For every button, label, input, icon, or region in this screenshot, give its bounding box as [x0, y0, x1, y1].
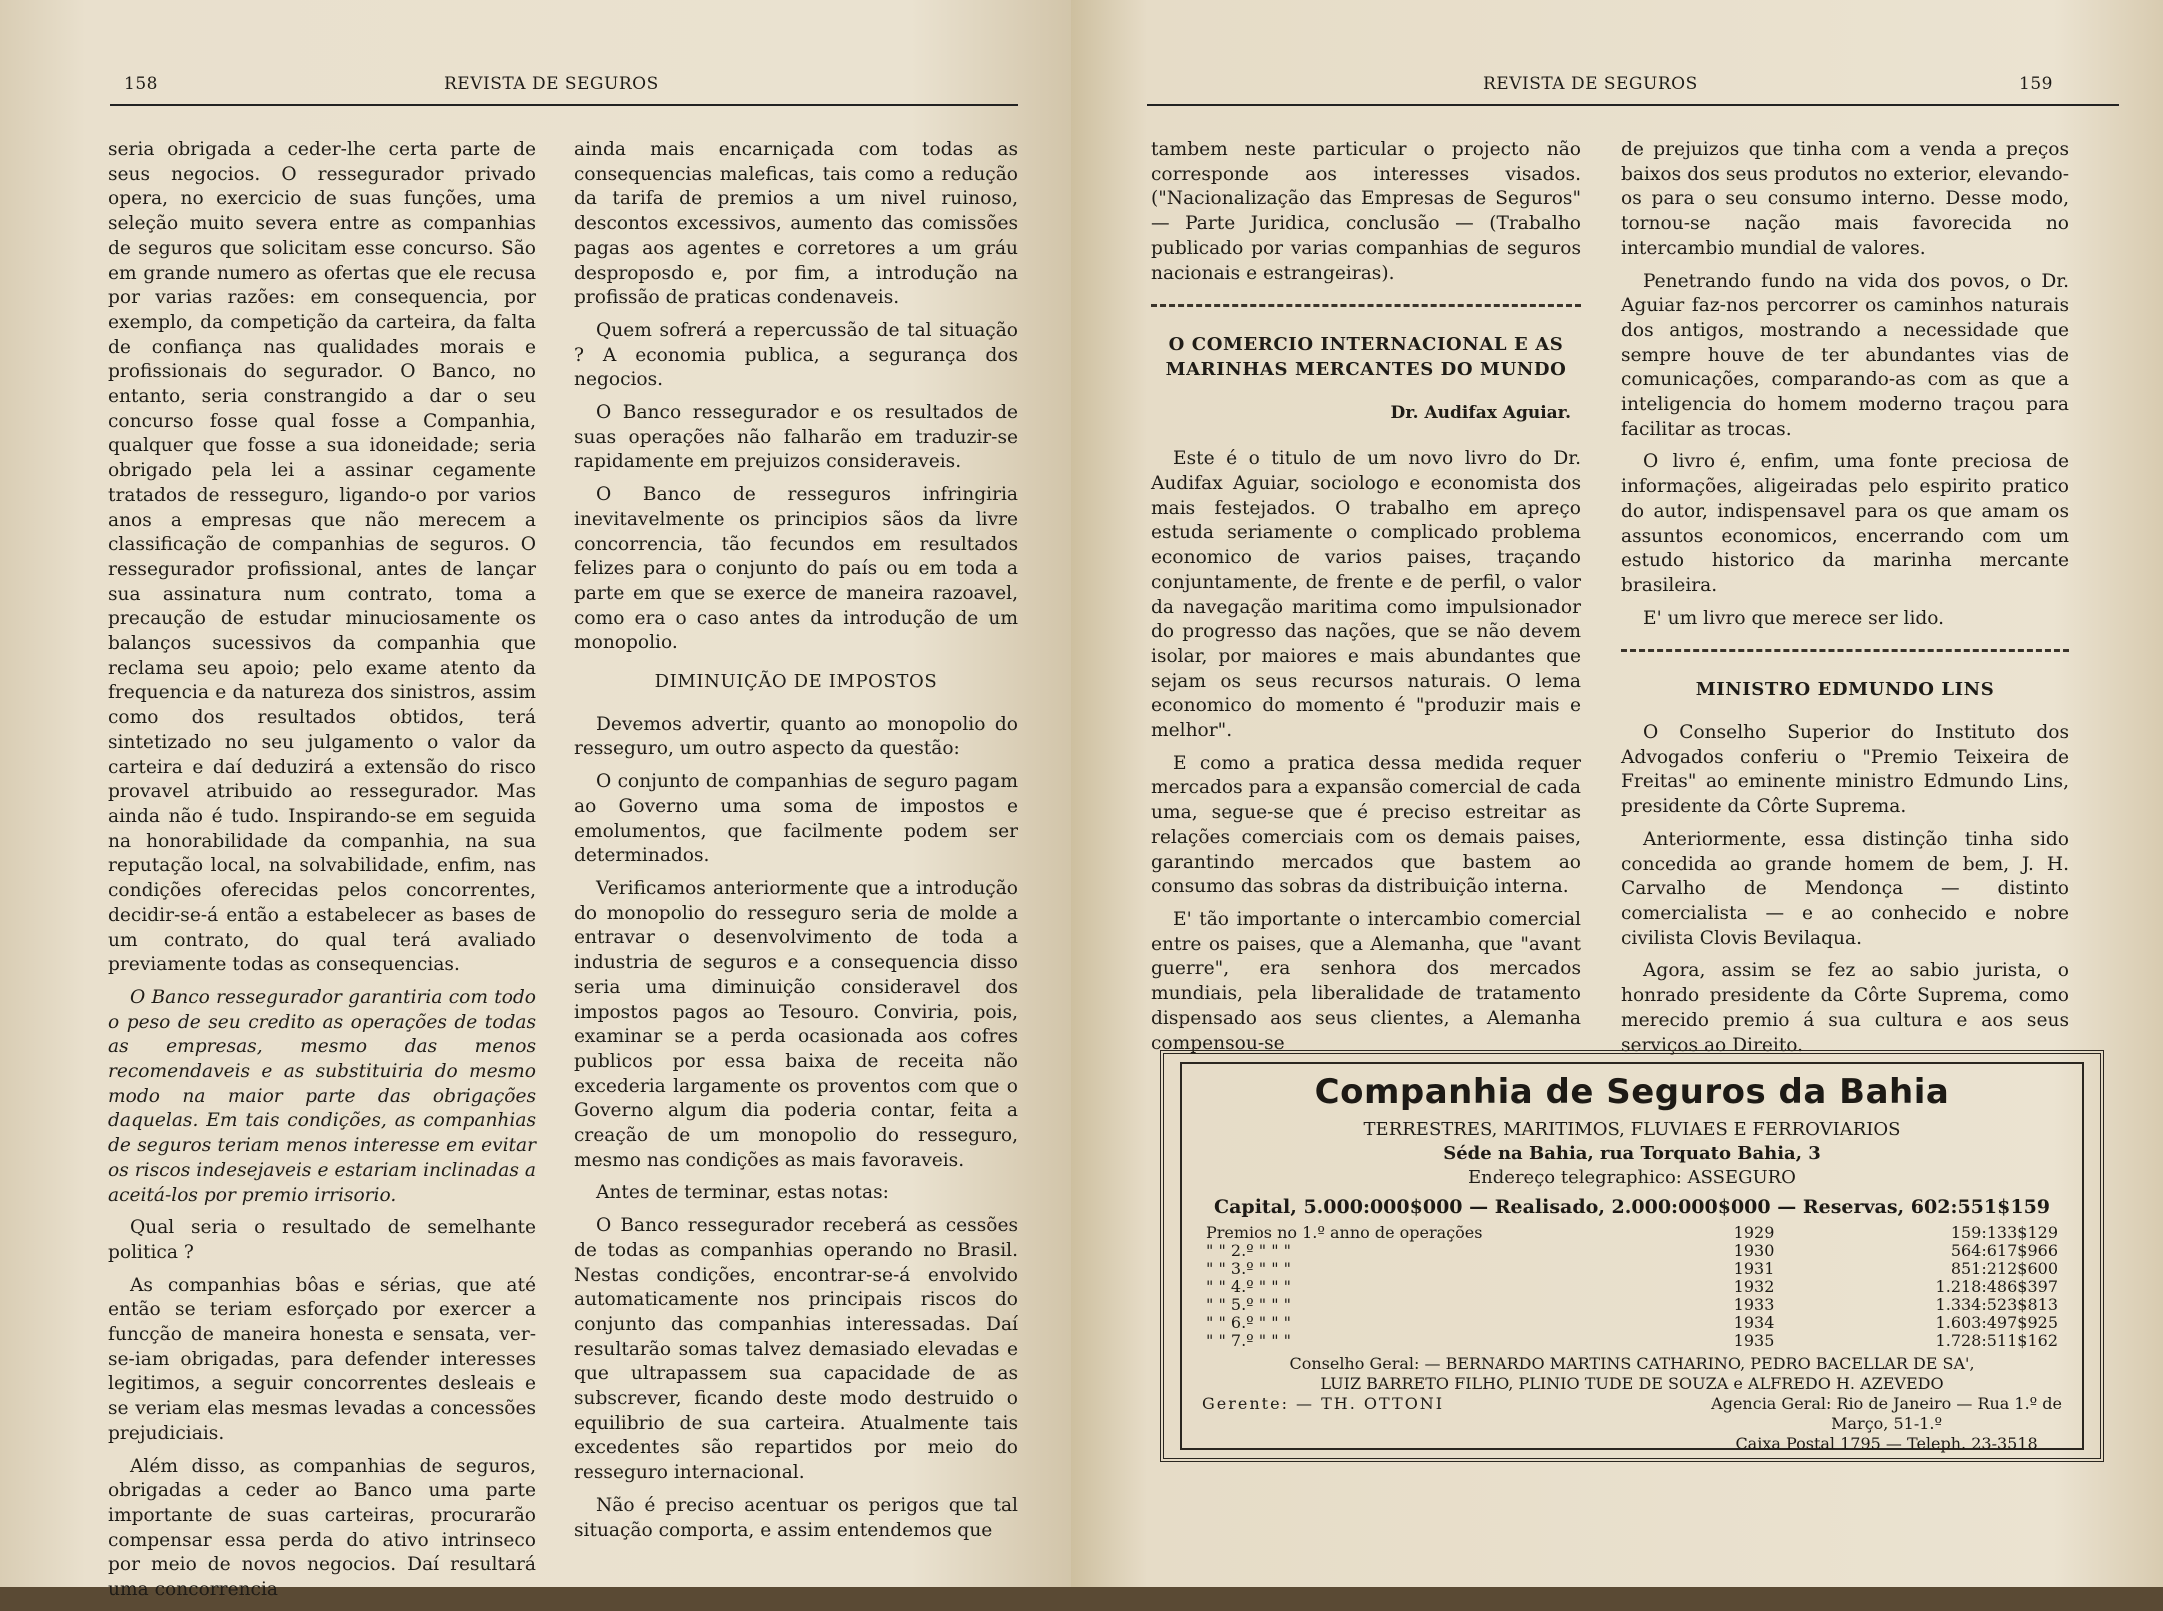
ad-footer — [1202, 1394, 2062, 1454]
header-rule — [110, 104, 1018, 106]
header-rule — [1147, 104, 2119, 106]
ad-po-box: Caixa Postal 1795 — Teleph. 23-3518 — [1735, 1434, 2038, 1453]
ad-company-name: Companhia de Seguros da Bahia — [1314, 1072, 1950, 1112]
premium-year: 1931 — [1733, 1259, 1775, 1278]
premium-value: 564:617$966 — [1950, 1241, 2058, 1260]
paragraph: O conjunto de companhias de seguro pagam ao Governo uma soma de impostos e emolumentos, que facilmente podem ser determinados. — [574, 771, 1018, 867]
section-heading: DIMINUIÇÃO DE IMPOSTOS — [654, 671, 938, 693]
paragraph: Verificamos anteriormente que a introdução do monopolio do resseguro seria de molde a entravar o desenvolvimento de toda a industria de seguros e a consequencia disso seria uma diminuição consideravel dos impostos pagos ao Tesouro. Conviria, pois, examinar se a perda ocasionada aos cofres publicos por essa baixa de receita não excederia largamente os proventos com que o Governo algum dia poderia contar, feita a creação de um monopolio do resseguro, mesmo nas condições as mais favoraveis. — [574, 877, 1018, 1171]
ad-board-line-2: LUIZ BARRETO FILHO, PLINIO TUDE DE SOUZA e ALFREDO H. AZEVEDO — [1320, 1374, 1944, 1393]
paragraph: de prejuizos que tinha com a venda a preços baixos dos seus produtos no exterior, elevando-os para o seu consumo interno. Desse modo, tornou-se nação mais favorecida no intercambio mundial de valores. — [1621, 139, 2069, 259]
premium-value: 851:212$600 — [1950, 1259, 2058, 1278]
paragraph: Devemos advertir, quanto ao monopolio do resseguro, um outro aspecto da questão: — [574, 713, 1018, 760]
separator — [1151, 304, 1581, 307]
paragraph: Este é o titulo de um novo livro do Dr. Audifax Aguiar, sociologo e economista dos mais festejados. O trabalho em apreço estuda seriamente o complicado problema economico de varios paises, traçando conjuntamente, de frente e de perfil, o valor da navegação maritima como impulsionador do progresso das nações, que se não devem isolar, por maiores e mais abundantes que sejam os seus recursos naturais. O lema economico do momento é "produzir mais e melhor". — [1151, 448, 1581, 742]
left-column-1 — [108, 138, 536, 1611]
table-row — [1202, 1332, 2062, 1350]
ad-agency — [1711, 1394, 2062, 1454]
paragraph: Além disso, as companhias de seguros, obrigadas a ceder ao Banco uma parte importante de suas carteiras, procurarão compensar essa perda do ativo intrinseco por meio de novos negocios. Daí resultará uma concorrencia — [108, 1455, 536, 1601]
premium-year: 1935 — [1733, 1331, 1775, 1350]
paragraph: ainda mais encarniçada com todas as consequencias maleficas, tais como a redução da tarifa de premios a um nivel ruinoso, descontos excessivos, aumento das comissões pagas aos agentes e corretores a um gráu desproposdo e, por fim, a introdução na profissão de praticas condenaveis. — [574, 139, 1018, 309]
premium-value: 159:133$129 — [1950, 1223, 2058, 1242]
premium-label: Premios no 1.º anno de operações — [1206, 1223, 1483, 1242]
ad-lines-of-business: TERRESTRES, MARITIMOS, FLUVIAES E FERROVIARIOS — [1363, 1119, 1901, 1140]
ad-inner-frame — [1180, 1062, 2084, 1453]
premium-value: 1.728:511$162 — [1935, 1331, 2058, 1350]
paragraph: E como a pratica dessa medida requer mercados para a expansão comercial de cada uma, segue-se que é preciso estreitar as relações comerciais com os demais paises, garantindo mercados que bastem ao consumo das sobras da distribuição interna. — [1151, 752, 1581, 898]
table-row — [1202, 1296, 2062, 1314]
right-column-1 — [1151, 138, 1581, 1064]
ad-agency-line-2: Março, 51-1.º — [1831, 1414, 1943, 1433]
premium-year: 1929 — [1733, 1223, 1775, 1242]
running-head: REVISTA DE SEGUROS — [1483, 74, 1698, 94]
paragraph: Qual seria o resultado de semelhante politica ? — [108, 1217, 536, 1263]
premium-label: " " 2.º " " " — [1206, 1241, 1292, 1260]
paragraph: seria obrigada a ceder-lhe certa parte de seus negocios. O ressegurador privado opera, no exercicio de suas funções, uma seleção muito severa entre as companhias de seguros que solicitam esse concurso. São em grande numero as ofertas que ele recusa por varias razões: em consequencia, por exemplo, da competição da carteira, da falta de confiança nas qualidades morais e profissionais do segurador. O Banco, no entanto, seria constrangido a dar o seu concurso fosse qual fosse a Companhia, qualquer que fosse a sua idoneidade; seria obrigado pela lei a assinar cegamente tratados de resseguro, ligando-o por varios anos a empresas que não merecem a classificação de companhias de seguros. O ressegurador profissional, antes de lançar sua assinatura num contrato, toma a precaução de estudar minuciosamente os balanços sucessivos da companhia que reclama seu apoio; pelo exame atento da frequencia e da natureza dos sinistros, assim como dos resultados obtidos, terá sintetizado no seu julgamento o valor da carteira e daí deduzirá a extensão do risco provavel atribuido ao ressegurador. Mas ainda não é tudo. Inspirando-se em seguida na honorabilidade da companhia, na sua reputação local, na solvabilidade, enfim, nas condições oferecidas pelos concorrentes, decidir-se-á então a estabelecer as bases de um contrato, do qual terá avaliado previamente todas as consequencias. — [108, 139, 536, 976]
running-head: REVISTA DE SEGUROS — [444, 74, 659, 94]
ad-telegraphic-address: Endereço telegraphico: ASSEGURO — [1468, 1167, 1796, 1188]
page-number: 158 — [124, 74, 158, 94]
page-number: 159 — [2019, 74, 2053, 94]
paragraph: O Banco ressegurador e os resultados de suas operações não falharão em traduzir-se rapidamente em prejuizos consideraveis. — [574, 402, 1018, 473]
article-title: MINISTRO EDMUNDO LINS — [1695, 679, 1995, 701]
premium-label: " " 3.º " " " — [1206, 1259, 1292, 1278]
paragraph: tambem neste particular o projecto não corresponde aos interesses visados. ("Nacionalização das Empresas de Seguros" — Parte Juridica, conclusão — (Trabalho publicado por varias companhias de seguros nacionais e estrangeiras). — [1151, 139, 1581, 284]
premium-year: 1934 — [1733, 1313, 1775, 1332]
paragraph: O Banco ressegurador garantiria com todo o peso de seu credito as operações de todas as empresas, mesmo das menos recomendaveis e as substituiria do mesmo modo na maior parte das obrigações daquelas. Em tais condições, as companhias de seguros teriam menos interesse em evitar os riscos indesejaveis e estariam inclinadas a aceitá-los por premio irrisorio. — [108, 986, 536, 1206]
table-row — [1202, 1260, 2062, 1278]
paragraph: Antes de terminar, estas notas: — [596, 1182, 889, 1204]
premium-label: " " 5.º " " " — [1206, 1295, 1292, 1314]
table-row — [1202, 1242, 2062, 1260]
paragraph: Quem sofrerá a repercussão de tal situação ? A economia publica, a segurança dos negocios. — [574, 319, 1018, 391]
premium-year: 1933 — [1733, 1295, 1775, 1314]
paragraph: O Banco ressegurador receberá as cessões de todas as companhias operando no Brasil. Nestas condições, encontrar-se-á envolvido automaticamente nos principais riscos do conjunto das companhias interessadas. Daí resultarão somas talvez demasiado elevadas e que ultrapassem sua capacidade de as subscrever, ficando deste modo destruido o equilibrio de sua carteira. Atualmente tais excedentes são repartidos por meio do resseguro internacional. — [574, 1215, 1018, 1484]
premium-value: 1.334:523$813 — [1935, 1295, 2058, 1314]
ad-board-line-1: Conselho Geral: — BERNARDO MARTINS CATHARINO, PEDRO BACELLAR DE SA', — [1289, 1354, 1975, 1373]
table-row — [1202, 1314, 2062, 1332]
right-column-2 — [1621, 138, 2069, 1066]
paragraph: Agora, assim se fez ao sabio jurista, o honrado presidente da Côrte Suprema, como merecido premio á sua cultura e aos seus serviços ao Direito. — [1621, 960, 2069, 1056]
paragraph: E' tão importante o intercambio comercial entre os paises, que a Alemanha, que "avant guerre", era senhora dos mercados mundiais, pela liberalidade de tratamento dispensado aos seus clientes, a Alemanha compensou-se — [1151, 908, 1581, 1054]
article-title: O COMERCIO INTERNACIONAL E AS MARINHAS MERCANTES DO MUNDO — [1165, 334, 1567, 380]
separator — [1621, 649, 2069, 652]
paragraph: O Banco de resseguros infringiria inevitavelmente os principios sãos da livre concorrencia, tão fecundos em resultados felizes para o conjunto do país ou em toda a parte em que se exerce de maneira razoavel, como era o caso antes da introdução de um monopolio. — [574, 484, 1018, 654]
paragraph: Penetrando fundo na vida dos povos, o Dr. Aguiar faz-nos percorrer os caminhos naturais dos antigos, mostrando a necessidade que sempre houve de ter abundantes vias de comunicações, comparando-as com as que a inteligencia do homem moderno traçou para facilitar as trocas. — [1621, 270, 2069, 440]
premium-value: 1.603:497$925 — [1935, 1313, 2058, 1332]
table-row — [1202, 1278, 2062, 1296]
ad-capital: Capital, 5.000:000$000 — Realisado, 2.000:000$000 — Reservas, 602:551$159 — [1213, 1196, 2051, 1218]
table-row — [1202, 1224, 2062, 1242]
paragraph: O livro é, enfim, uma fonte preciosa de informações, aligeiradas pelo espirito pratico do autor, indispensavel para os que amam os assuntos economicos, encerrando com um estudo historico da marinha mercante brasileira. — [1621, 451, 2069, 596]
premium-year: 1932 — [1733, 1277, 1775, 1296]
left-column-2 — [574, 138, 1018, 1551]
paragraph: E' um livro que merece ser lido. — [1643, 607, 1945, 629]
premium-label: " " 7.º " " " — [1206, 1331, 1292, 1350]
paragraph: O Conselho Superior do Instituto dos Advogados conferiu o "Premio Teixeira de Freitas" ao eminente ministro Edmundo Lins, presidente da Côrte Suprema. — [1621, 722, 2069, 818]
ad-headquarters: Séde na Bahia, rua Torquato Bahia, 3 — [1443, 1143, 1821, 1164]
paragraph: Não é preciso acentuar os perigos que tal situação comporta, e assim entendemos que — [574, 1494, 1018, 1541]
premium-year: 1930 — [1733, 1241, 1775, 1260]
premiums-table — [1202, 1224, 2062, 1350]
premium-value: 1.218:486$397 — [1935, 1277, 2058, 1296]
paragraph: Anteriormente, essa distinção tinha sido concedida ao grande homem de bem, J. H. Carvalho de Mendonça — distinto comercialista — e ao conhecido e nobre civilista Clovis Bevilaqua. — [1621, 828, 2069, 949]
premium-label: " " 6.º " " " — [1206, 1313, 1292, 1332]
left-page — [0, 0, 1071, 1601]
premium-label: " " 4.º " " " — [1206, 1277, 1292, 1296]
insurance-advertisement — [1160, 1050, 2104, 1462]
ad-agency-line-1: Agencia Geral: Rio de Janeiro — Rua 1.º de — [1711, 1394, 2062, 1413]
paragraph: As companhias bôas e sérias, que até então se teriam esforçado por exercer a funcção de maneira honesta e sensata, ver-se-iam obrigadas, para defender interesses legitimos, a seguir concorrentes desleais e se veriam elas mesmas levadas a concessões prejudiciais. — [108, 1274, 536, 1444]
article-author: Dr. Audifax Aguiar. — [1390, 402, 1571, 423]
ad-manager: Gerente: — TH. OTTONI — [1202, 1394, 1445, 1413]
